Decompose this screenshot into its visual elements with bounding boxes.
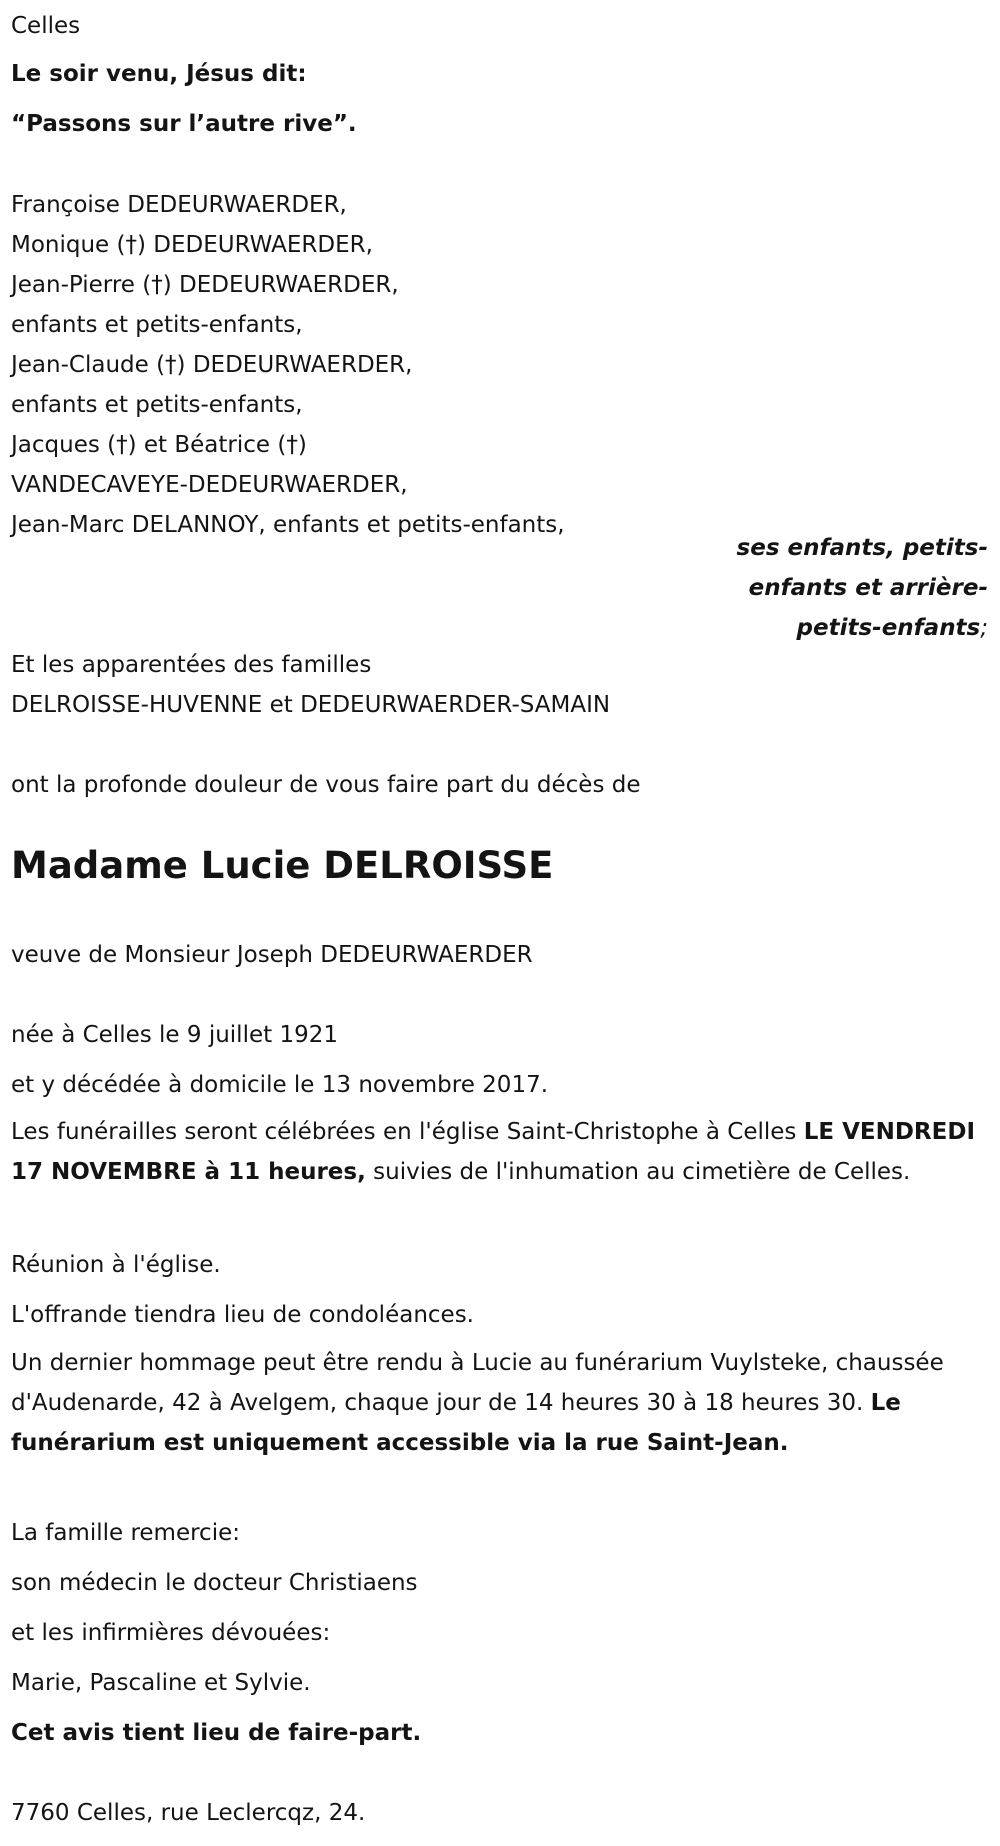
relatives-line-2: DELROISSE-HUVENNE et DEDEURWAERDER-SAMAIN [11, 692, 611, 718]
family-line: Jean-Pierre (†) DEDEURWAERDER, [11, 272, 399, 298]
family-line: enfants et petits-enfants, [11, 392, 303, 418]
quote-line-2: “Passons sur l’autre rive”. [11, 111, 357, 137]
descendants-punct: ; [980, 615, 988, 641]
tribute-paragraph [11, 1343, 986, 1463]
descendants-line-3 [797, 608, 988, 648]
thanks-line: La famille remercie: [11, 1520, 240, 1546]
deceased-name: Madame Lucie DELROISSE [11, 844, 554, 887]
relatives-line-1: Et les apparentées des familles [11, 652, 372, 678]
thanks-line: son médecin le docteur Christiaens [11, 1570, 418, 1596]
descendants-text: petits-enfants [796, 615, 981, 641]
funeral-paragraph [11, 1112, 986, 1192]
family-line: enfants et petits-enfants, [11, 312, 303, 338]
thanks-line: et les infirmières dévouées: [11, 1620, 331, 1646]
widow-line: veuve de Monsieur Joseph DEDEURWAERDER [11, 942, 533, 968]
descendants-line-1: ses enfants, petits- [736, 535, 988, 561]
family-line: Jean-Marc DELANNOY, enfants et petits-enfants, [11, 512, 565, 538]
family-line: Monique (†) DEDEURWAERDER, [11, 232, 373, 258]
family-line: VANDECAVEYE-DEDEURWAERDER, [11, 472, 408, 498]
quote-line-1: Le soir venu, Jésus dit: [11, 61, 307, 87]
offering-line: L'offrande tiendra lieu de condoléances. [11, 1302, 474, 1328]
announcement: ont la profonde douleur de vous faire part du décès de [11, 772, 641, 798]
funeral-burial: suivies de l'inhumation au cimetière de Celles. [365, 1159, 911, 1185]
family-line: Jacques (†) et Béatrice (†) [11, 432, 307, 458]
family-line: Françoise DEDEURWAERDER, [11, 192, 347, 218]
descendants-line-2: enfants et arrière- [748, 575, 988, 601]
family-line: Jean-Claude (†) DEDEURWAERDER, [11, 352, 413, 378]
notice-line: Cet avis tient lieu de faire-part. [11, 1720, 422, 1746]
tribute-text: Un dernier hommage peut être rendu à Lucie au funérarium Vuylsteke, chaussée d'Audenarde, 42 à Avelgem, chaque jour de 14 heures 30 à 18 heures 30. [11, 1350, 944, 1416]
death-line: et y décédée à domicile le 13 novembre 2017. [11, 1072, 549, 1098]
funeral-date: LE VENDREDI 17 NOVEMBRE à 11 heures, [11, 1119, 976, 1185]
address-line: 7760 Celles, rue Leclercqz, 24. [11, 1800, 366, 1826]
tribute-access: Le funérarium est uniquement accessible via la rue Saint-Jean. [11, 1390, 901, 1456]
thanks-line: Marie, Pascaline et Sylvie. [11, 1670, 311, 1696]
funeral-text: Les funérailles seront célébrées en l'église Saint-Christophe à Celles [11, 1119, 804, 1145]
meeting-line: Réunion à l'église. [11, 1252, 221, 1278]
place-header: Celles [11, 13, 81, 39]
birth-line: née à Celles le 9 juillet 1921 [11, 1022, 338, 1048]
